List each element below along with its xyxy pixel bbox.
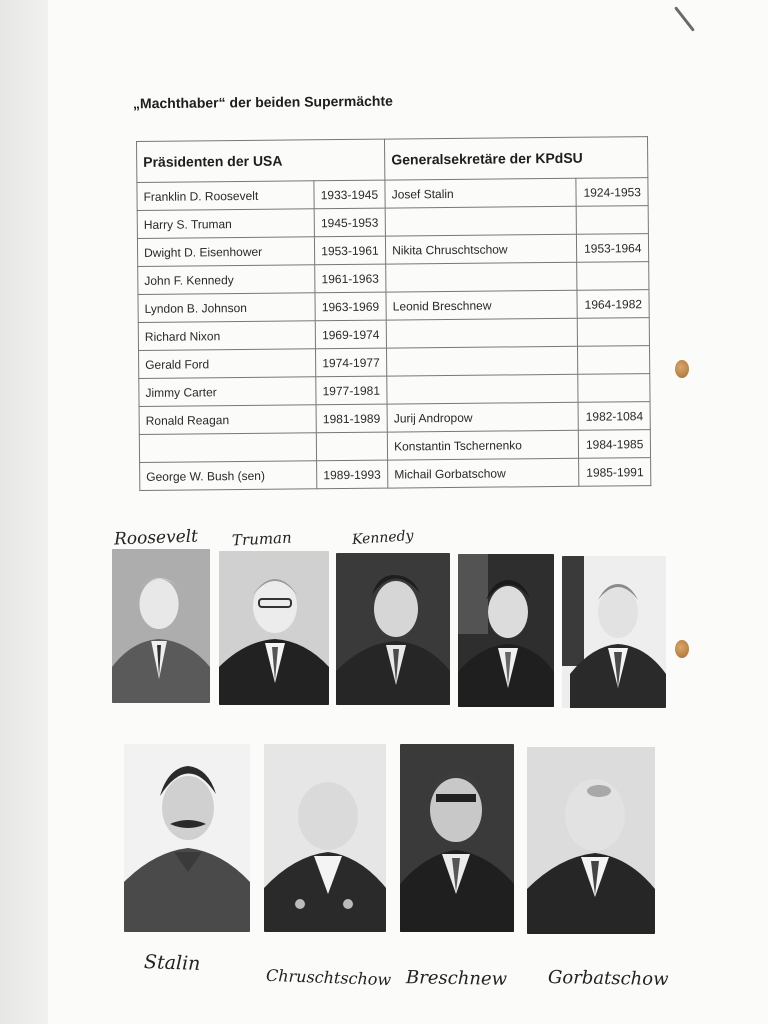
punch-hole-lower	[675, 640, 689, 658]
caption-breschnew: Breschnew	[405, 967, 508, 990]
portrait-kennedy	[336, 553, 450, 705]
ussr-term-years: 1924-1953	[576, 178, 648, 207]
ussr-term-years: 1982-1084	[578, 402, 650, 431]
ussr-term-years	[577, 206, 649, 235]
us-term-years: 1945-1953	[314, 208, 386, 237]
us-president-name: Gerald Ford	[139, 349, 316, 379]
portrait-truman	[219, 551, 329, 705]
caption-stalin: Stalin	[143, 951, 201, 975]
caption-roosevelt: Roosevelt	[113, 526, 199, 550]
us-president-name	[139, 433, 316, 463]
us-president-name: Dwight D. Eisenhower	[137, 237, 314, 267]
ussr-term-years	[578, 318, 650, 347]
ussr-leader-name: Nikita Chruschtschow	[386, 234, 578, 264]
table-row	[140, 458, 651, 491]
leaders-table-wrapper	[136, 136, 651, 491]
caption-truman: Truman	[231, 528, 293, 550]
portrait-stalin	[124, 744, 250, 932]
us-term-years: 1961-1963	[314, 264, 386, 293]
ussr-leader-name: Leonid Breschnew	[386, 290, 578, 320]
us-term-years: 1974-1977	[315, 348, 387, 377]
portrait-bush	[562, 556, 666, 708]
us-president-name: Jimmy Carter	[139, 377, 316, 407]
portrait-breschnew	[400, 744, 514, 932]
caption-chruschtschow: Chruschtschow	[265, 965, 392, 990]
portrait-roosevelt	[112, 549, 210, 703]
us-president-name: Harry S. Truman	[137, 209, 314, 239]
punch-hole-upper	[675, 360, 689, 378]
ussr-leader-name	[385, 206, 577, 236]
ussr-leader-name	[386, 318, 578, 348]
us-term-years: 1977-1981	[315, 376, 387, 405]
us-term-years: 1963-1969	[315, 292, 387, 321]
us-president-name: George W. Bush (sen)	[140, 461, 317, 491]
us-president-name: Franklin D. Roosevelt	[137, 181, 314, 211]
us-president-name: Richard Nixon	[138, 321, 315, 351]
usa-header: Präsidenten der USA	[137, 139, 386, 182]
ussr-leader-name	[386, 262, 578, 292]
us-term-years: 1989-1993	[316, 460, 388, 489]
us-term-years: 1933-1945	[314, 180, 386, 209]
ussr-term-years: 1985-1991	[579, 458, 651, 487]
us-term-years: 1981-1989	[316, 404, 388, 433]
ussr-term-years	[577, 262, 649, 291]
ussr-leader-name: Jurij Andropow	[387, 402, 579, 432]
portrait-chruschtschow	[264, 744, 386, 932]
us-term-years: 1953-1961	[314, 236, 386, 265]
caption-kennedy: Kennedy	[351, 527, 415, 549]
document-title: „Machthaber“ der beiden Supermächte	[132, 92, 393, 112]
ussr-leader-name: Michail Gorbatschow	[388, 458, 580, 488]
caption-gorbatschow: Gorbatschow	[547, 966, 669, 991]
scan-left-shadow	[0, 0, 48, 1024]
us-president-name: Ronald Reagan	[139, 405, 316, 435]
ussr-term-years: 1984-1985	[579, 430, 651, 459]
us-term-years	[316, 432, 388, 461]
ussr-term-years: 1964-1982	[577, 290, 649, 319]
us-term-years: 1969-1974	[315, 320, 387, 349]
ussr-term-years	[578, 346, 650, 375]
ussr-leader-name	[387, 374, 579, 404]
ussr-term-years: 1953-1964	[577, 234, 649, 263]
us-president-name: John F. Kennedy	[138, 265, 315, 295]
leaders-table	[136, 136, 651, 491]
ussr-header: Generalsekretäre der KPdSU	[385, 137, 648, 181]
ussr-leader-name	[387, 346, 579, 376]
ussr-term-years	[578, 374, 650, 403]
ussr-leader-name: Josef Stalin	[385, 178, 577, 208]
us-president-name: Lyndon B. Johnson	[138, 293, 315, 323]
portrait-gorbatschow	[527, 747, 655, 934]
ussr-leader-name: Konstantin Tschernenko	[387, 430, 579, 460]
table-header-row	[137, 137, 648, 183]
portrait-reagan	[458, 554, 554, 707]
